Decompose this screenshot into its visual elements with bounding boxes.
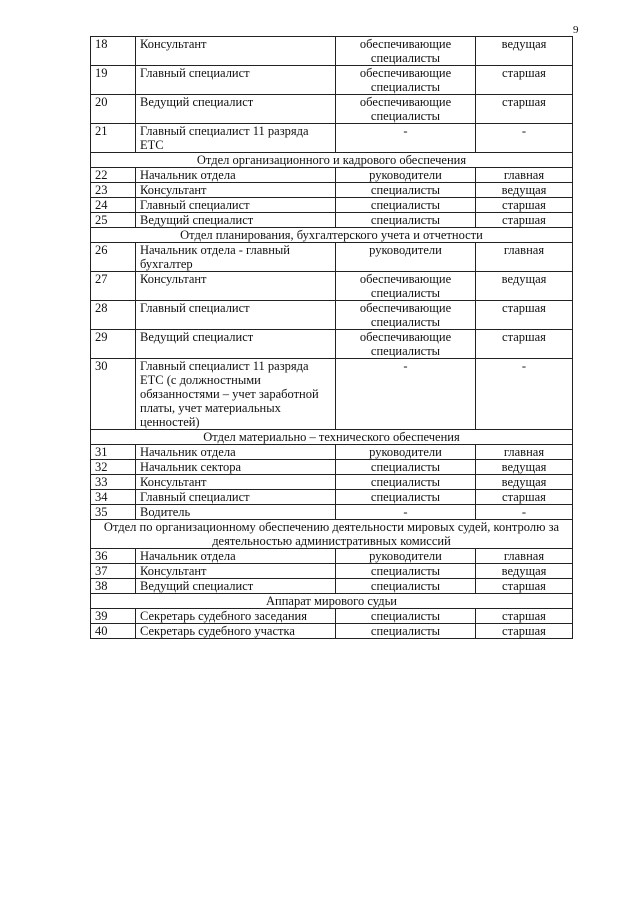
position-name: Начальник сектора	[136, 460, 336, 475]
position-category: -	[476, 124, 573, 153]
row-number: 19	[91, 66, 136, 95]
position-name: Начальник отдела - главный бухгалтер	[136, 243, 336, 272]
position-group: специалисты	[336, 609, 476, 624]
position-name: Начальник отдела	[136, 445, 336, 460]
table-row	[91, 168, 573, 183]
table-row	[91, 37, 573, 66]
table-row	[91, 490, 573, 505]
table-row	[91, 272, 573, 301]
position-name: Главный специалист	[136, 198, 336, 213]
table-row	[91, 198, 573, 213]
position-group: обеспечивающие специалисты	[336, 330, 476, 359]
position-group: обеспечивающие специалисты	[336, 272, 476, 301]
section-row	[91, 520, 573, 549]
row-number: 39	[91, 609, 136, 624]
position-group: руководители	[336, 168, 476, 183]
section-title: Аппарат мирового судьи	[91, 594, 573, 609]
position-group: специалисты	[336, 490, 476, 505]
table-row	[91, 624, 573, 639]
position-group: руководители	[336, 549, 476, 564]
position-group: специалисты	[336, 475, 476, 490]
position-category: старшая	[476, 490, 573, 505]
position-category: старшая	[476, 579, 573, 594]
row-number: 26	[91, 243, 136, 272]
position-category: ведущая	[476, 37, 573, 66]
table-row	[91, 505, 573, 520]
staff-positions-table	[90, 36, 573, 639]
row-number: 27	[91, 272, 136, 301]
position-category: ведущая	[476, 564, 573, 579]
position-group: специалисты	[336, 183, 476, 198]
row-number: 32	[91, 460, 136, 475]
row-number: 24	[91, 198, 136, 213]
position-name: Секретарь судебного участка	[136, 624, 336, 639]
position-group: специалисты	[336, 564, 476, 579]
row-number: 23	[91, 183, 136, 198]
position-category: ведущая	[476, 183, 573, 198]
table-row	[91, 213, 573, 228]
position-category: ведущая	[476, 460, 573, 475]
section-row	[91, 430, 573, 445]
table-row	[91, 66, 573, 95]
position-category: старшая	[476, 213, 573, 228]
table-row	[91, 301, 573, 330]
row-number: 34	[91, 490, 136, 505]
position-name: Ведущий специалист	[136, 330, 336, 359]
position-name: Ведущий специалист	[136, 579, 336, 594]
table-row	[91, 330, 573, 359]
row-number: 29	[91, 330, 136, 359]
position-category: старшая	[476, 198, 573, 213]
position-group: специалисты	[336, 579, 476, 594]
table-row	[91, 183, 573, 198]
position-name: Начальник отдела	[136, 549, 336, 564]
position-category: ведущая	[476, 272, 573, 301]
table-row	[91, 243, 573, 272]
position-group: -	[336, 359, 476, 430]
table-row	[91, 460, 573, 475]
position-name: Консультант	[136, 37, 336, 66]
row-number: 33	[91, 475, 136, 490]
table-row	[91, 549, 573, 564]
page-number: 9	[573, 24, 579, 36]
position-category: -	[476, 359, 573, 430]
row-number: 18	[91, 37, 136, 66]
position-name: Консультант	[136, 183, 336, 198]
position-name: Начальник отдела	[136, 168, 336, 183]
row-number: 38	[91, 579, 136, 594]
position-group: специалисты	[336, 198, 476, 213]
row-number: 36	[91, 549, 136, 564]
table-row	[91, 124, 573, 153]
table-row	[91, 475, 573, 490]
position-name: Консультант	[136, 475, 336, 490]
position-name: Ведущий специалист	[136, 95, 336, 124]
position-category: -	[476, 505, 573, 520]
table-row	[91, 359, 573, 430]
table-row	[91, 609, 573, 624]
position-category: старшая	[476, 301, 573, 330]
row-number: 40	[91, 624, 136, 639]
table-row	[91, 579, 573, 594]
section-row	[91, 228, 573, 243]
position-category: старшая	[476, 66, 573, 95]
section-title: Отдел организационного и кадрового обеспечения	[91, 153, 573, 168]
position-group: обеспечивающие специалисты	[336, 95, 476, 124]
position-name: Главный специалист	[136, 490, 336, 505]
row-number: 20	[91, 95, 136, 124]
table-row	[91, 95, 573, 124]
position-category: главная	[476, 168, 573, 183]
position-name: Секретарь судебного заседания	[136, 609, 336, 624]
position-group: -	[336, 124, 476, 153]
section-row	[91, 153, 573, 168]
row-number: 37	[91, 564, 136, 579]
position-category: ведущая	[476, 475, 573, 490]
position-group: руководители	[336, 445, 476, 460]
position-category: старшая	[476, 330, 573, 359]
table-row	[91, 564, 573, 579]
position-group: руководители	[336, 243, 476, 272]
row-number: 22	[91, 168, 136, 183]
position-category: старшая	[476, 624, 573, 639]
row-number: 28	[91, 301, 136, 330]
position-group: обеспечивающие специалисты	[336, 66, 476, 95]
position-group: специалисты	[336, 460, 476, 475]
position-name: Главный специалист 11 разряда ЕТС	[136, 124, 336, 153]
row-number: 25	[91, 213, 136, 228]
position-name: Ведущий специалист	[136, 213, 336, 228]
position-name: Главный специалист	[136, 66, 336, 95]
position-name: Главный специалист	[136, 301, 336, 330]
position-group: обеспечивающие специалисты	[336, 37, 476, 66]
position-group: -	[336, 505, 476, 520]
position-name: Консультант	[136, 272, 336, 301]
row-number: 31	[91, 445, 136, 460]
table-body	[91, 37, 573, 639]
section-title: Отдел материально – технического обеспечения	[91, 430, 573, 445]
position-category: главная	[476, 549, 573, 564]
position-name: Главный специалист 11 разряда ЕТС (с должностными обязанностями – учет заработной платы, учет материальных ценностей)	[136, 359, 336, 430]
position-category: старшая	[476, 95, 573, 124]
table-row	[91, 445, 573, 460]
position-group: специалисты	[336, 213, 476, 228]
position-group: специалисты	[336, 624, 476, 639]
position-category: старшая	[476, 609, 573, 624]
position-category: главная	[476, 445, 573, 460]
section-title: Отдел по организационному обеспечению деятельности мировых судей, контролю за деятельностью административных комиссий	[91, 520, 573, 549]
row-number: 30	[91, 359, 136, 430]
row-number: 35	[91, 505, 136, 520]
position-group: обеспечивающие специалисты	[336, 301, 476, 330]
position-category: главная	[476, 243, 573, 272]
section-row	[91, 594, 573, 609]
position-name: Консультант	[136, 564, 336, 579]
section-title: Отдел планирования, бухгалтерского учета и отчетности	[91, 228, 573, 243]
position-name: Водитель	[136, 505, 336, 520]
row-number: 21	[91, 124, 136, 153]
